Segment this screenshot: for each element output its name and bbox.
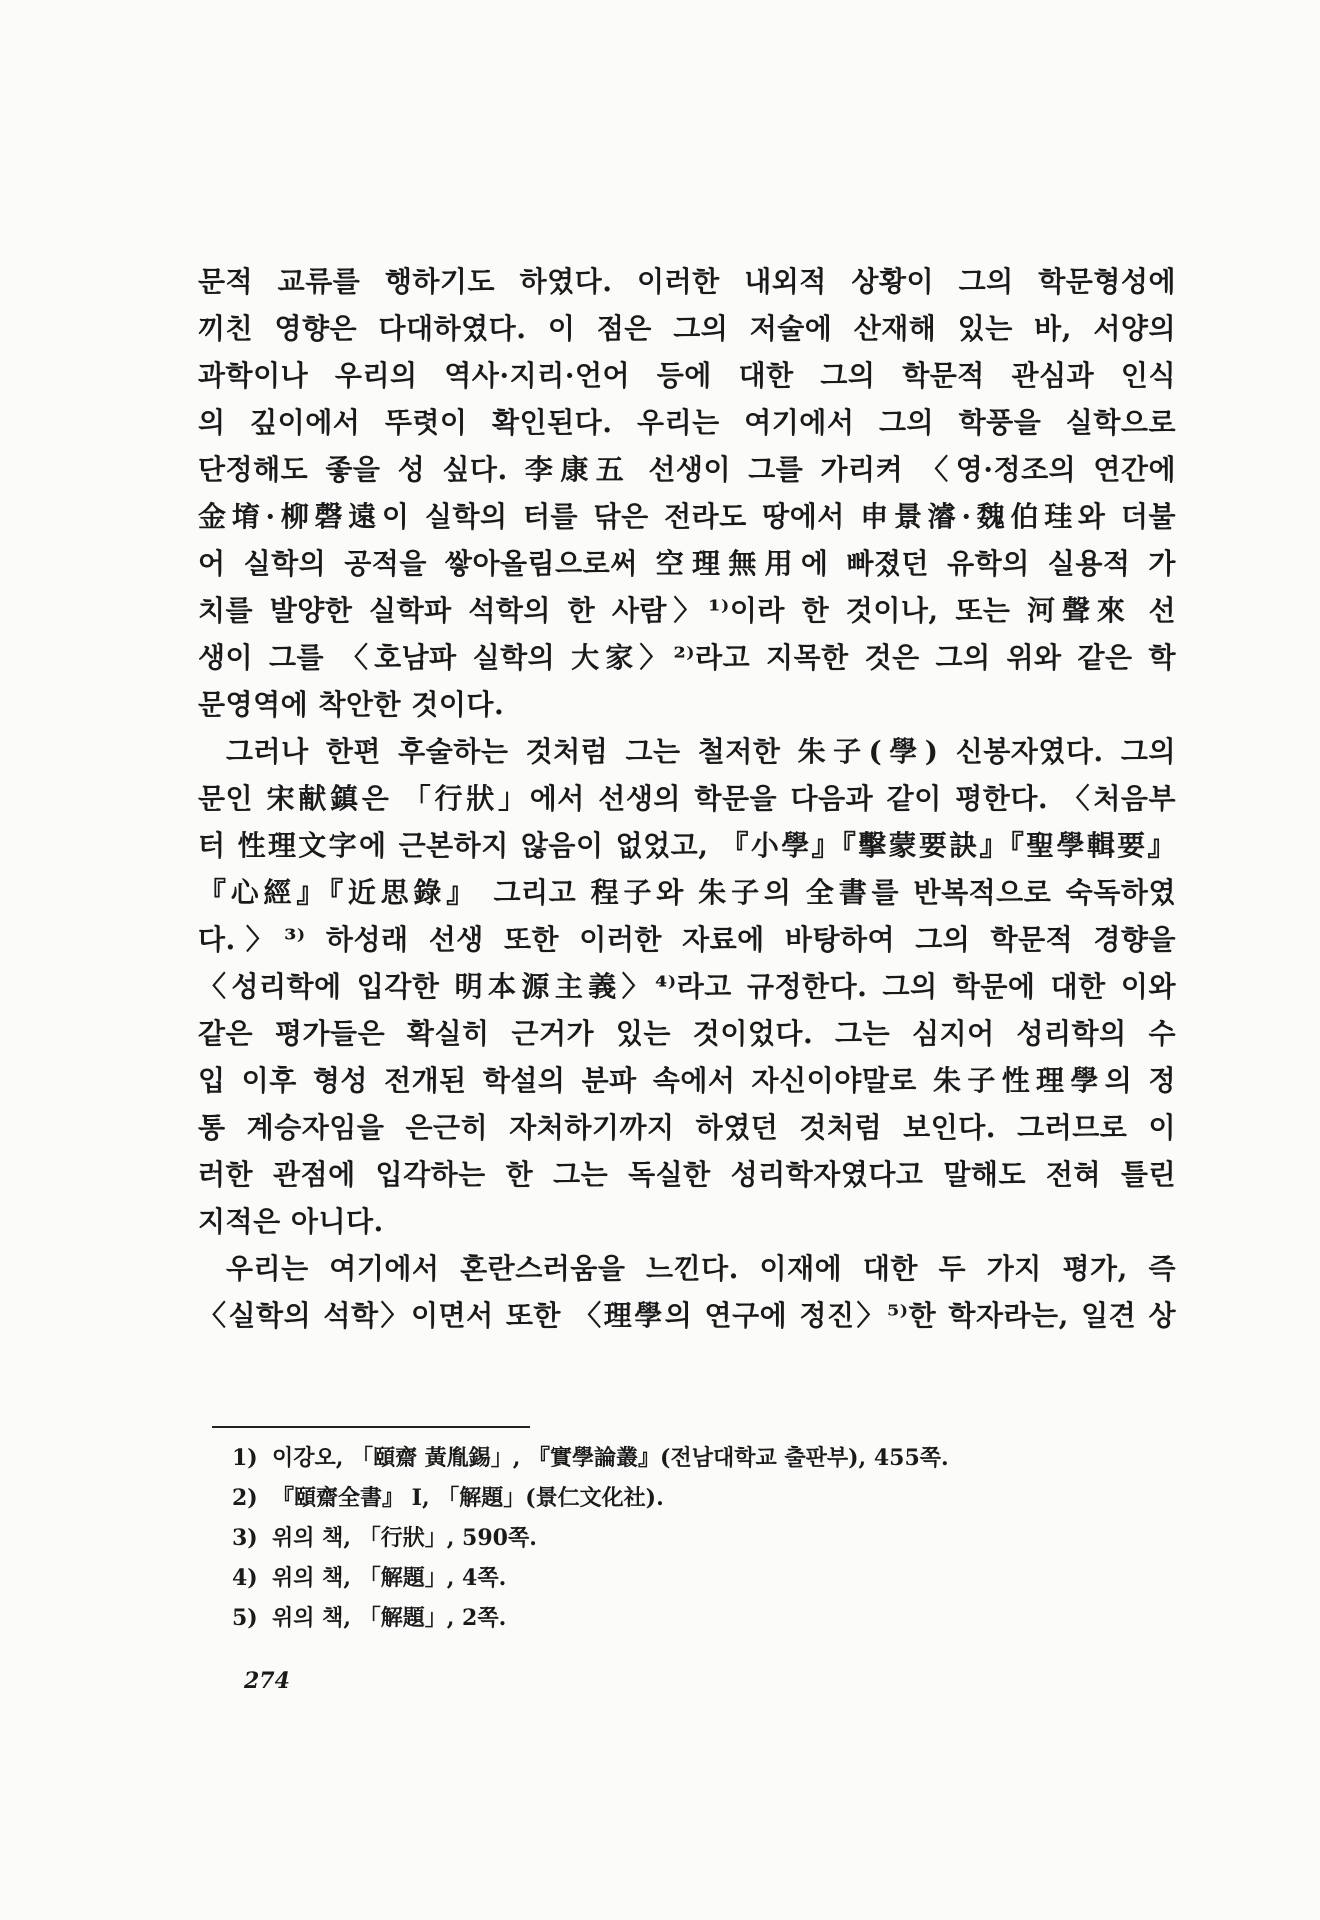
text-line: 〈실학의 석학〉이면서 또한 〈理學의 연구에 정진〉⁵⁾한 학자라는, 일견 상 [198, 1299, 1176, 1332]
footnote [232, 1518, 1112, 1558]
text-line: 러한 관점에 입각하는 한 그는 독실한 성리학자였다고 말해도 전혀 틀린 [198, 1158, 1176, 1191]
text-line: 입 이후 형성 전개된 학설의 분파 속에서 자신이야말로 朱子性理學의 정 [198, 1064, 1176, 1097]
footnote-number: 1) [232, 1445, 258, 1471]
footnote [232, 1478, 1112, 1518]
text-line: 문인 宋献鎮은 「行狀」에서 선생의 학문을 다음과 같이 평한다. 〈처음부 [198, 782, 1176, 815]
text-line: 의 깊이에서 뚜렷이 확인된다. 우리는 여기에서 그의 학풍을 실학으로 [198, 406, 1176, 439]
text-line: 지적은 아니다. [198, 1205, 384, 1238]
footnotes [232, 1438, 1112, 1638]
text-line: 우리는 여기에서 혼란스러움을 느낀다. 이재에 대한 두 가지 평가, 즉 [226, 1252, 1176, 1285]
text-line: 〈성리학에 입각한 明本源主義〉⁴⁾라고 규정한다. 그의 학문에 대한 이와 [198, 970, 1176, 1003]
footnote-text: 위의 책, 「解題」, 2쪽. [272, 1605, 507, 1631]
text-line: 과학이나 우리의 역사·지리·언어 등에 대한 그의 학문적 관심과 인식 [198, 359, 1176, 392]
text-line: 다.〉³⁾ 하성래 선생 또한 이러한 자료에 바탕하여 그의 학문적 경향을 [198, 923, 1176, 956]
footnote-number: 5) [232, 1605, 258, 1631]
text-line: 단정해도 좋을 성 싶다. 李康五 선생이 그를 가리켜 〈영·정조의 연간에 [198, 453, 1176, 486]
text-line: 문영역에 착안한 것이다. [198, 688, 505, 721]
page-number: 274 [244, 1668, 290, 1694]
footnote-text: 이강오, 「頤齋 黃胤錫」, 『實學論叢』(전남대학교 출판부), 455쪽. [272, 1445, 949, 1471]
text-line: 끼친 영향은 다대하였다. 이 점은 그의 저술에 산재해 있는 바, 서양의 [198, 312, 1176, 345]
footnote-text: 『頤齋全書』 I, 「解題」(景仁文化社). [272, 1485, 664, 1511]
body-text [198, 258, 1176, 1339]
text-line: 같은 평가들은 확실히 근거가 있는 것이었다. 그는 심지어 성리학의 수 [198, 1017, 1176, 1050]
text-line: 金堉·柳磬遠이 실학의 터를 닦은 전라도 땅에서 申景濬·魏伯珪와 더불 [198, 500, 1176, 533]
footnote-number: 4) [232, 1565, 258, 1591]
footnote-number: 2) [232, 1485, 258, 1511]
text-line: 그러나 한편 후술하는 것처럼 그는 철저한 朱子(學) 신봉자였다. 그의 [226, 735, 1176, 768]
footnote [232, 1598, 1112, 1638]
footnote-number: 3) [232, 1525, 258, 1551]
footnote [232, 1438, 1112, 1478]
text-line: 어 실학의 공적을 쌓아올림으로써 空理無用에 빠졌던 유학의 실용적 가 [198, 547, 1176, 580]
text-line: 치를 발양한 실학파 석학의 한 사람〉¹⁾이라 한 것이나, 또는 河聲來 선 [198, 594, 1176, 627]
footnote [232, 1558, 1112, 1598]
footnote-text: 위의 책, 「解題」, 4쪽. [272, 1565, 507, 1591]
text-line: 통 계승자임을 은근히 자처하기까지 하였던 것처럼 보인다. 그러므로 이 [198, 1111, 1176, 1144]
footnote-divider [212, 1426, 530, 1428]
text-line: 『心經』『近思錄』 그리고 程子와 朱子의 全書를 반복적으로 숙독하였 [198, 876, 1176, 909]
text-line: 터 性理文字에 근본하지 않음이 없었고, 『小學』『擊蒙要訣』『聖學輯要』 [198, 829, 1176, 862]
text-line: 문적 교류를 행하기도 하였다. 이러한 내외적 상황이 그의 학문형성에 [198, 265, 1176, 298]
footnote-text: 위의 책, 「行狀」, 590쪽. [272, 1525, 537, 1551]
text-line: 생이 그를 〈호남파 실학의 大家〉²⁾라고 지목한 것은 그의 위와 같은 학 [198, 641, 1176, 674]
